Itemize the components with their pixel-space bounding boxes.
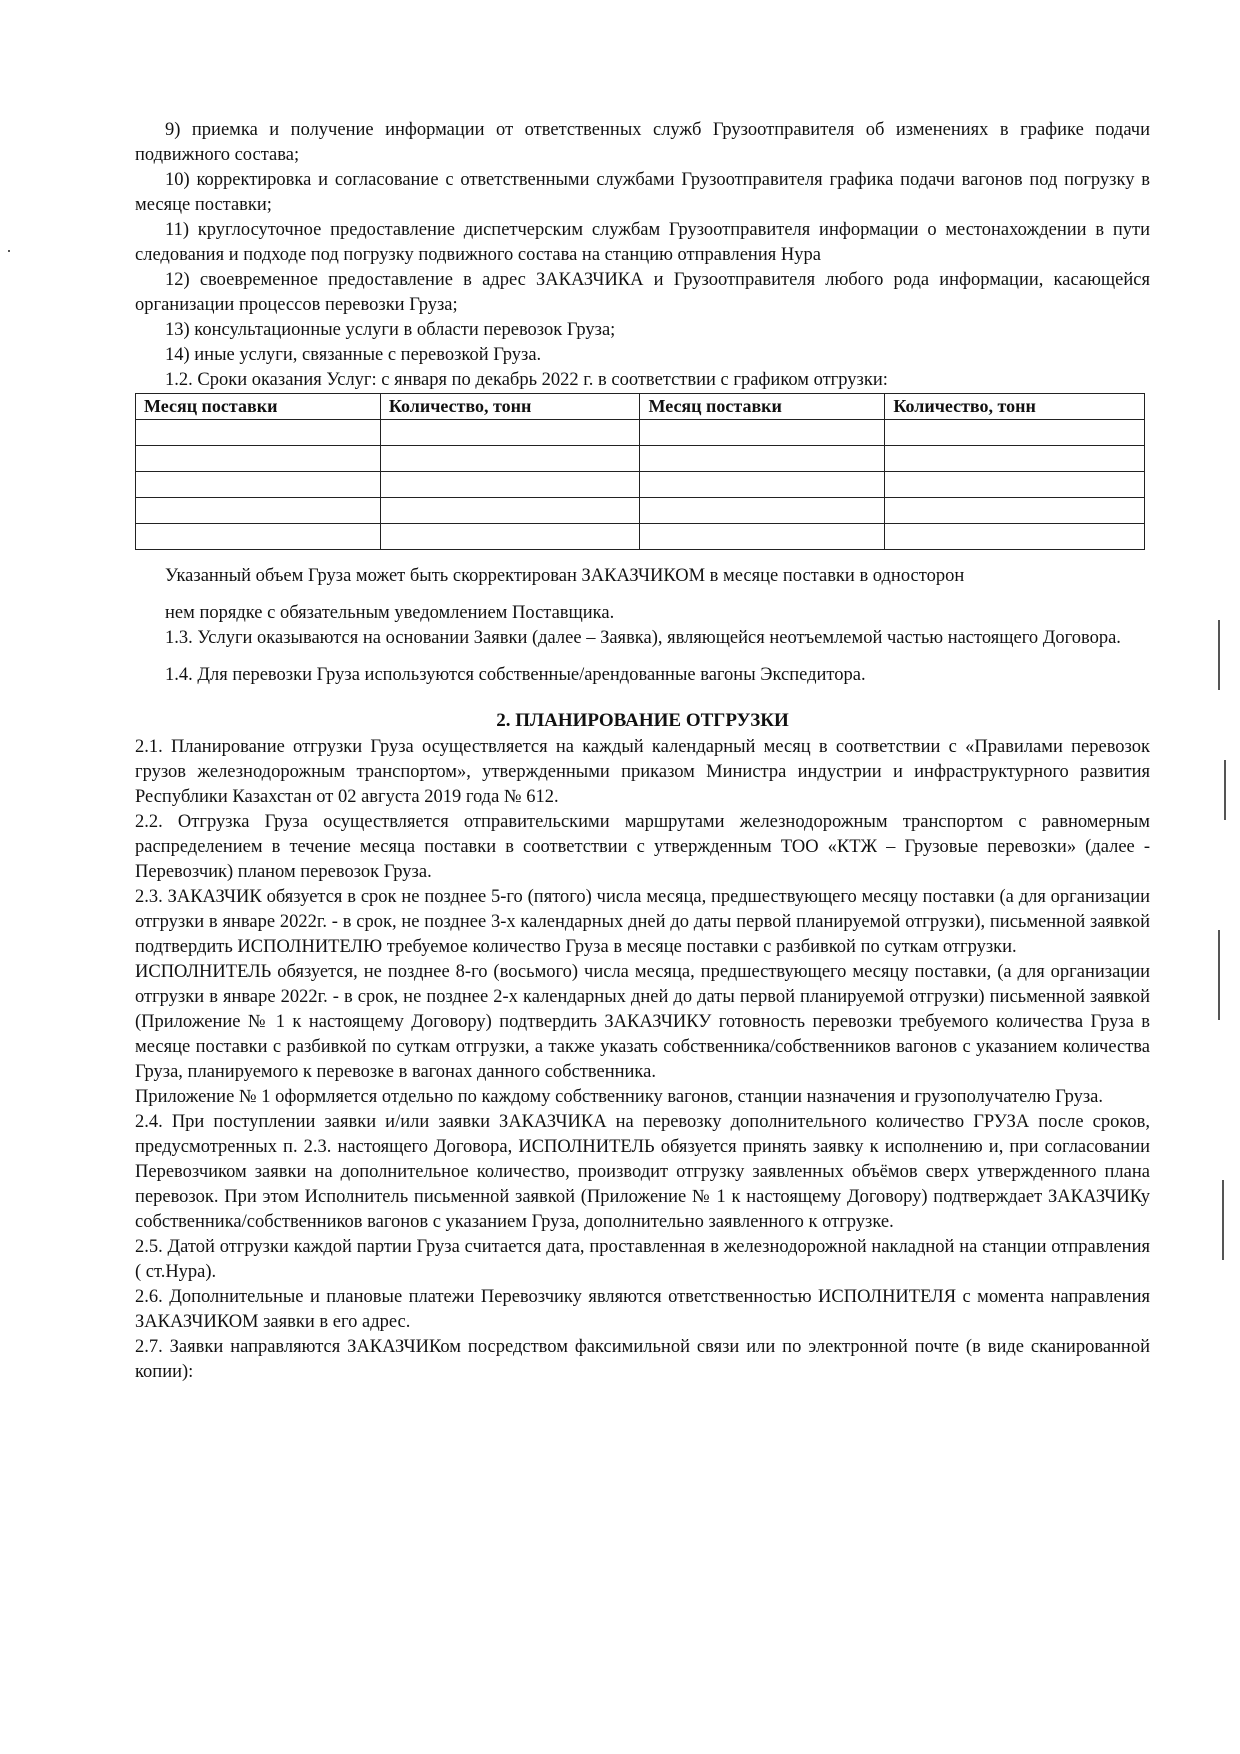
table-row: [136, 446, 1145, 472]
table-row: [136, 420, 1145, 446]
table-cell: [640, 420, 885, 446]
scan-margin-mark: [1222, 1180, 1224, 1260]
table-cell: [136, 498, 381, 524]
table-cell: [380, 420, 640, 446]
clause-1-2: 1.2. Сроки оказания Услуг: с января по декабрь 2022 г. в соответствии с графиком отгрузки:: [165, 370, 888, 390]
clause-2-5: 2.5. Датой отгрузки каждой партии Груза считается дата, проставленная в железнодорожной накладной на станции отправления ( ст.Нура).: [135, 1237, 1150, 1282]
list-item: 12) своевременное предоставление в адрес ЗАКАЗЧИКА и Грузоотправителя любого рода информации, касающейся организации процессов перевозки Груза;: [135, 270, 1150, 315]
table-cell: [380, 498, 640, 524]
table-cell: [885, 472, 1145, 498]
clause-2-4: 2.4. При поступлении заявки и/или заявки ЗАКАЗЧИКА на перевозку дополнительного количество ГРУЗА после сроков, предусмотренных п. 2.3. настоящего Договора, ИСПОЛНИТЕЛЬ обязуется принять заявку к исполнению и, при согласовании Перевозчиком заявки на дополнительное количество, производит отгрузку заявленных объёмов сверх утвержденного плана перевозок. При этом Исполнитель письменной заявкой (Приложение № 1 к настоящему Договору) подтверждает ЗАКАЗЧИКу собственника/собственников вагонов с указанием Груза, дополнительно заявленного к отгрузке.: [135, 1112, 1150, 1232]
delivery-schedule-table: [135, 393, 1145, 550]
column-header: Месяц поставки: [136, 394, 381, 420]
table-cell: [640, 498, 885, 524]
document-body: [135, 118, 1150, 1385]
table-cell: [136, 524, 381, 550]
clause-2-7: 2.7. Заявки направляются ЗАКАЗЧИКом посредством факсимильной связи или по электронной почте (в виде сканированной копии):: [135, 1337, 1150, 1382]
table-row: [136, 524, 1145, 550]
table-row: [136, 498, 1145, 524]
table-row: [136, 472, 1145, 498]
table-cell: [885, 446, 1145, 472]
table-cell: [640, 524, 885, 550]
scan-margin-mark: [8, 250, 10, 252]
scan-margin-mark: [1224, 760, 1226, 820]
table-cell: [380, 524, 640, 550]
table-cell: [885, 420, 1145, 446]
section-1-continuation: [135, 118, 1150, 688]
column-header: Количество, тонн: [380, 394, 640, 420]
clause-2-2: 2.2. Отгрузка Груза осуществляется отправительскими маршрутами железнодорожным транспортом с равномерным распределением в течение месяца поставки в соответствии с утвержденным ТОО «КТЖ – Грузовые перевозки» (далее - Перевозчик) планом перевозок Груза.: [135, 812, 1150, 882]
volume-note: Указанный объем Груза может быть скорректирован ЗАКАЗЧИКОМ в месяце поставки в односторон: [165, 566, 965, 586]
clause-2-1: 2.1. Планирование отгрузки Груза осуществляется на каждый календарный месяц в соответствии с «Правилами перевозок грузов железнодорожным транспортом», утвержденными приказом Министра индустрии и инфраструктурного развития Республики Казахстан от 02 августа 2019 года № 612.: [135, 737, 1150, 807]
clause-2-6: 2.6. Дополнительные и плановые платежи Перевозчику являются ответственностью ИСПОЛНИТЕЛЯ с момента направления ЗАКАЗЧИКОМ заявки в его адрес.: [135, 1287, 1150, 1332]
scan-margin-mark: [1218, 620, 1220, 690]
list-item: 10) корректировка и согласование с ответственными службами Грузоотправителя графика подачи вагонов под погрузку в месяце поставки;: [135, 170, 1150, 215]
table-cell: [640, 446, 885, 472]
table-cell: [136, 446, 381, 472]
table-cell: [380, 446, 640, 472]
list-item: 13) консультационные услуги в области перевозок Груза;: [165, 320, 616, 340]
clause-2-3-executor: ИСПОЛНИТЕЛЬ обязуется, не позднее 8-го (восьмого) числа месяца, предшествующего месяцу поставки, (а для организации отгрузки в январе 2022г. - в срок, не позднее 2-х календарных дней до даты первой планируемой отгрузки) письменной заявкой (Приложение № 1 к настоящему Договору) подтвердить ЗАКАЗЧИКУ готовность перевозки требуемого количества Груза в месяце поставки с разбивкой по суткам отгрузки, а также указать собственника/собственников вагонов с указанием количества Груза, планируемого к перевозке в вагонах данного собственника.: [135, 962, 1150, 1082]
volume-note-continued: нем порядке с обязательным уведомлением Поставщика.: [165, 603, 615, 623]
section-2: [135, 708, 1150, 1385]
clause-1-3: 1.3. Услуги оказываются на основании Заявки (далее – Заявка), являющейся неотъемлемой частью настоящего Договора.: [165, 628, 1121, 648]
table-cell: [640, 472, 885, 498]
table-cell: [885, 524, 1145, 550]
list-item: 9) приемка и получение информации от ответственных служб Грузоотправителя об изменениях в графике подачи подвижного состава;: [135, 120, 1150, 165]
clause-2-3-appendix: Приложение № 1 оформляется отдельно по каждому собственнику вагонов, станции назначения и грузополучателю Груза.: [135, 1087, 1103, 1107]
column-header: Количество, тонн: [885, 394, 1145, 420]
table-cell: [885, 498, 1145, 524]
section-title: 2. ПЛАНИРОВАНИЕ ОТГРУЗКИ: [496, 710, 789, 731]
clause-1-4: 1.4. Для перевозки Груза используются собственные/арендованные вагоны Экспедитора.: [165, 665, 866, 685]
clause-2-3: 2.3. ЗАКАЗЧИК обязуется в срок не позднее 5-го (пятого) числа месяца, предшествующего месяцу поставки (а для организации отгрузки в январе 2022г. - в срок, не позднее 3-х календарных дней до даты первой планируемой отгрузки), письменной заявкой подтвердить ИСПОЛНИТЕЛЮ требуемое количество Груза в месяце поставки с разбивкой по суткам отгрузки.: [135, 887, 1150, 957]
table-cell: [136, 420, 381, 446]
list-item: 11) круглосуточное предоставление диспетчерским службам Грузоотправителя информации о местонахождении в пути следования и подходе под погрузку подвижного состава на станцию отправления Нура: [135, 220, 1150, 265]
list-item: 14) иные услуги, связанные с перевозкой Груза.: [165, 345, 542, 365]
table-cell: [380, 472, 640, 498]
scan-margin-mark: [1218, 930, 1220, 1020]
table-header-row: [136, 394, 1145, 420]
table-cell: [136, 472, 381, 498]
column-header: Месяц поставки: [640, 394, 885, 420]
